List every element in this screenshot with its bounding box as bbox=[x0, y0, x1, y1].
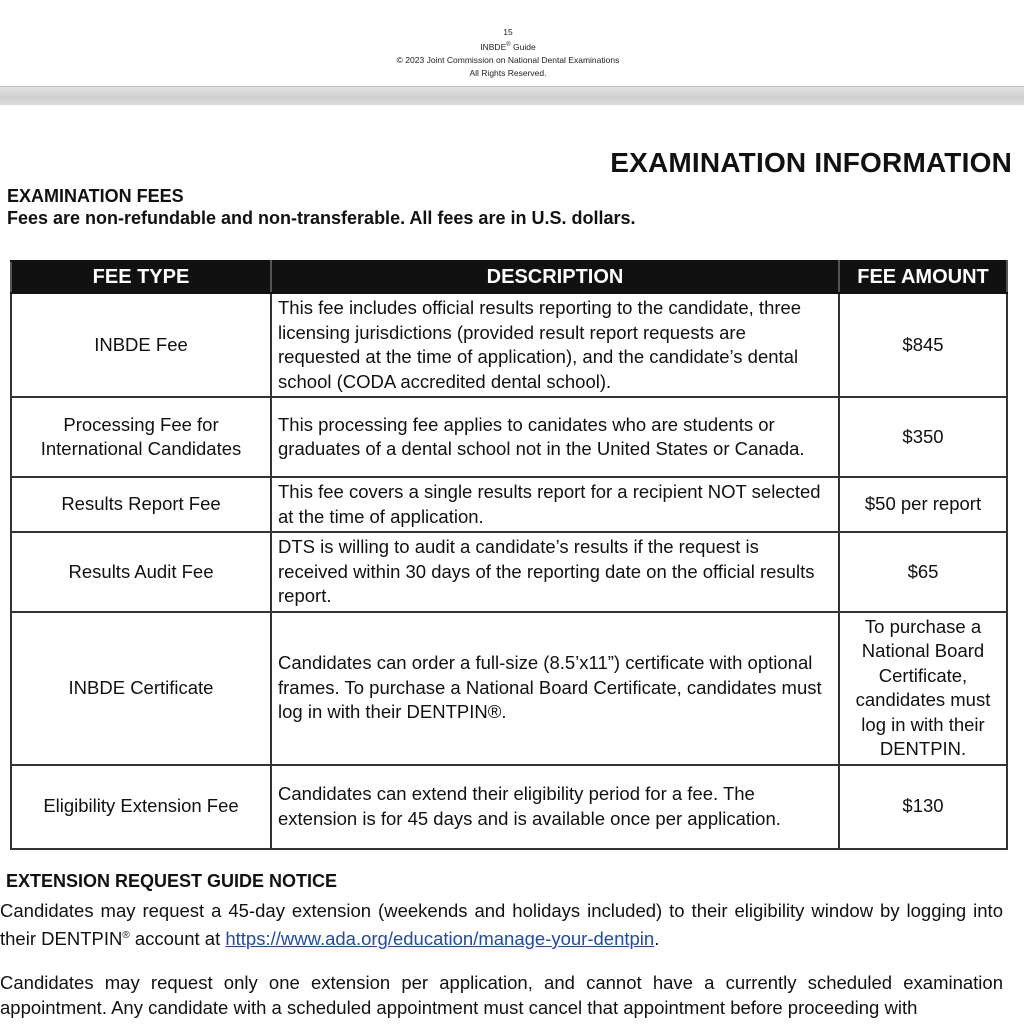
table-row bbox=[11, 293, 1007, 397]
table-row bbox=[11, 765, 1007, 849]
fee-type-cell: Results Report Fee bbox=[11, 477, 271, 532]
table-row bbox=[11, 477, 1007, 532]
page-header bbox=[0, 26, 1016, 80]
fee-amount-cell: $50 per report bbox=[839, 477, 1007, 532]
fee-amount-cell: $130 bbox=[839, 765, 1007, 849]
column-header-description: DESCRIPTION bbox=[271, 261, 839, 293]
page-divider bbox=[0, 86, 1024, 105]
fee-type-cell: INBDE Fee bbox=[11, 293, 271, 397]
guide-name: INBDE® Guide bbox=[480, 41, 536, 52]
fees-heading: EXAMINATION FEES bbox=[7, 186, 184, 206]
fee-amount-cell: $65 bbox=[839, 532, 1007, 612]
table-row bbox=[11, 612, 1007, 765]
table-row bbox=[11, 532, 1007, 612]
column-header-fee-amount: FEE AMOUNT bbox=[839, 261, 1007, 293]
fee-type-cell: Processing Fee for International Candidates bbox=[11, 397, 271, 477]
extension-heading: EXTENSION REQUEST GUIDE NOTICE bbox=[6, 871, 338, 891]
page-number: 15 bbox=[503, 27, 513, 37]
rights-line: All Rights Reserved. bbox=[469, 67, 547, 78]
fee-type-cell: Results Audit Fee bbox=[11, 532, 271, 612]
description-cell: DTS is willing to audit a candidate’s results if the request is received within 30 days of the reporting date on the official results report. bbox=[271, 532, 839, 612]
description-cell: Candidates can extend their eligibility period for a fee. The extension is for 45 days and is available once per application. bbox=[271, 765, 839, 849]
manage-dentpin-link[interactable]: https://www.ada.org/education/manage-your-dentpin bbox=[225, 928, 655, 950]
description-cell: Candidates can order a full-size (8.5’x11”) certificate with optional frames. To purchase a National Board Certificate, candidates must log in with their DENTPIN®. bbox=[271, 612, 839, 765]
fees-note: Fees are non-refundable and non-transferable. All fees are in U.S. dollars. bbox=[7, 208, 636, 228]
column-header-fee-type: FEE TYPE bbox=[11, 261, 271, 293]
fee-type-cell: Eligibility Extension Fee bbox=[11, 765, 271, 849]
fees-table bbox=[10, 260, 1008, 850]
fee-amount-cell: To purchase a National Board Certificate, candidates must log in with their DENTPIN. bbox=[839, 612, 1007, 765]
description-cell: This processing fee applies to canidates who are students or graduates of a dental school not in the United States or Canada. bbox=[271, 397, 839, 477]
fees-table-header-row bbox=[11, 261, 1007, 293]
fee-amount-cell: $845 bbox=[839, 293, 1007, 397]
description-cell: This fee covers a single results report for a recipient NOT selected at the time of application. bbox=[271, 477, 839, 532]
fee-type-cell: INBDE Certificate bbox=[11, 612, 271, 765]
table-row bbox=[11, 397, 1007, 477]
extension-paragraph-2: Candidates may request only one extension per application, and cannot have a currently scheduled examination appointment. Any candidate with a scheduled appointment must cancel that appointment before proceeding with bbox=[0, 972, 1003, 1018]
section-title: EXAMINATION INFORMATION bbox=[610, 147, 1012, 178]
extension-paragraph-1: Candidates may request a 45-day extension (weekends and holidays included) to their eligibility window by logging into their DENTPIN® account at https://www.ada.org/education/manage-your-dentpin. bbox=[0, 900, 1003, 950]
fee-amount-cell: $350 bbox=[839, 397, 1007, 477]
copyright-line: © 2023 Joint Commission on National Dental Examinations bbox=[396, 54, 620, 65]
description-cell: This fee includes official results reporting to the candidate, three licensing jurisdictions (provided result report requests are requested at the time of application), and the candidate’s dental school (CODA accredited dental school). bbox=[271, 293, 839, 397]
